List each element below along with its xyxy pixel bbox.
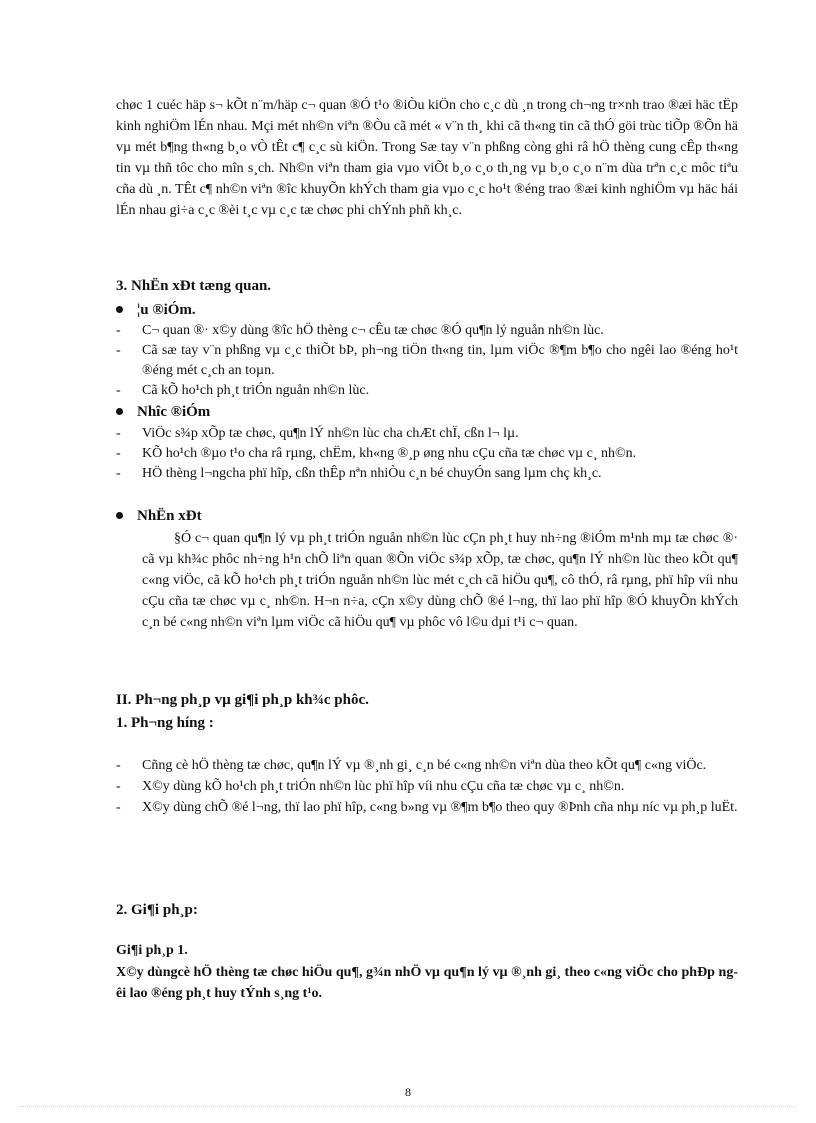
list-item: - KÕ ho¹ch ®µo t¹o cha râ rµng, chËm, kh«ng ®¸p øng nhu cÇu cña tæ chøc vµ c¸ nh©n. — [116, 446, 637, 461]
disadvantages-list — [116, 424, 738, 484]
comment-paragraph: §Ó c¬ quan qu¶n lý vµ ph¸t triÓn nguån nh©n lùc cÇn ph¸t huy nh÷ng ®iÓm m¹nh mµ tæ chøc ®· cã vµ kh¾c phôc nh÷ng h¹n chÕ liªn quan ®Õn viÖc s¾p xÕp, tæ chøc, qu¶n lÝ nh©n lùc theo kÕt qu¶ c«ng viÖc, cã kÕ ho¹ch ph¸t triÓn nguån nh©n lùc mét c¸ch cã hiÖu qu¶, cô thÓ, râ rµng, phï hîp víi nhu cÇu cña tæ chøc vµ c¸ nh©n. H¬n n÷a, cÇn x©y dùng chÕ ®é l¬ng, thï lao phï hîp ®Ó khuyÕn khÝch c¸n bé c«ng nh©n viªn lµm viÖc cã hiÖu qu¶ vµ phôc vô l©u dµi t¹i c¬ quan. — [142, 531, 738, 630]
intro-paragraph — [116, 95, 738, 221]
advantages-title — [116, 302, 196, 319]
section3-heading: 3. NhËn xÐt tæng quan. — [116, 278, 272, 294]
bullet-icon — [116, 306, 123, 313]
list-item: - ViÖc s¾p xÕp tæ chøc, qu¶n lÝ nh©n lùc cha chÆt chÏ, cßn l¬ lµ. — [116, 426, 519, 441]
bullet-icon — [116, 512, 123, 519]
solution1-text: X©y dùngcè hÖ thèng tæ chøc hiÖu qu¶, g¾n nhÖ vµ qu¶n lý vµ ®¸nh gi¸ theo c«ng viÖc cho phÐp ngêi lao ®éng ph¸t huy tÝnh s¸ng t¹o. — [116, 965, 738, 1001]
disadvantages-title — [116, 404, 210, 421]
list-item: - C¬ quan ®· x©y dùng ®îc hÖ thèng c¬ cÊu tæ chøc ®Ó qu¶n lý nguån nh©n lùc. — [116, 323, 604, 338]
advantages-title-text: ¦u ®iÓm. — [137, 302, 196, 318]
direction-heading: 1. Ph¬ng híng : — [116, 715, 214, 731]
bullet-icon — [116, 408, 123, 415]
page-number: 8 — [405, 1085, 411, 1099]
solution1-title: Gi¶i ph¸p 1. — [116, 943, 188, 958]
comment-title-text: NhËn xÐt — [137, 508, 202, 524]
section2-heading: II. Ph¬ng ph¸p vµ gi¶i ph¸p kh¾c phôc. — [116, 692, 369, 708]
direction-list — [116, 756, 738, 818]
footer-divider — [20, 1106, 796, 1107]
disadvantages-title-text: Nhîc ®iÓm — [137, 404, 211, 420]
list-item: - Cñng cè hÖ thèng tæ chøc, qu¶n lÝ vµ ®¸nh gi¸ c¸n bé c«ng nh©n viªn dùa theo kÕt qu¶ c«ng viÖc. — [116, 758, 707, 773]
intro-text: chøc 1 cuéc häp s¬ kÕt n¨m/häp c¬ quan ®Ó t¹o ®iÒu kiÖn cho c¸c dù ¸n trong ch¬ng tr×nh trao ®æi häc tËp kinh nghiÖm lÉn nhau. Mçi mét nh©n viªn ®Òu cã mét « v¨n th¸ khi cã th«ng tin cã thÓ göi trùc tiÕp ®Õn hä vµ mét b¶ng th«ng b¸o vÒ tÊt c¶ c¸c sù kiÖn. Trong Sæ tay v¨n phßng còng ghi râ hÖ thèng cung cÊp th«ng tin vµ thñ tôc cho mîn s¸ch. Nh©n viªn tham gia vµo viÕt b¸o c¸o th¸ng vµ b¸o c¸o n¨m dùa trªn c¸c môc tiªu cña dù ¸n. TÊt c¶ nh©n viªn ®îc khuyÕn khÝch tham gia vµo c¸c ho¹t ®éng trao ®æi kinh nghiÖm vµ häc hái lÉn nhau gi÷a c¸c ®èi t¸c vµ c¸c tæ chøc phi chÝnh phñ kh¸c. — [116, 98, 738, 218]
list-item: - Cã kÕ ho¹ch ph¸t triÓn nguån nh©n lùc. — [116, 383, 370, 398]
list-item: - X©y dùng chÕ ®é l¬ng, thï lao phï hîp, c«ng b»ng vµ ®¶m b¶o theo quy ®Þnh cña nhµ níc vµ ph¸p luËt. — [116, 800, 738, 815]
solutions-heading: 2. Gi¶i ph¸p: — [116, 902, 198, 918]
list-item: - Cã sæ tay v¨n phßng vµ c¸c thiÕt bÞ, ph¬ng tiÖn th«ng tin, lµm viÖc ®¶m b¶o cho ngêi lao ®éng ho¹t ®éng mét c¸ch an toµn. — [116, 343, 738, 378]
list-item: - HÖ thèng l¬ngcha phï hîp, cßn thÊp nªn nhiÒu c¸n bé chuyÓn sang lµm chç kh¸c. — [116, 466, 602, 481]
comment-title — [116, 508, 202, 525]
advantages-list — [116, 321, 738, 401]
list-item: - X©y dùng kÕ ho¹ch ph¸t triÓn nh©n lùc phï hîp víi nhu cÇu cña tæ chøc vµ c¸ nh©n. — [116, 779, 625, 794]
